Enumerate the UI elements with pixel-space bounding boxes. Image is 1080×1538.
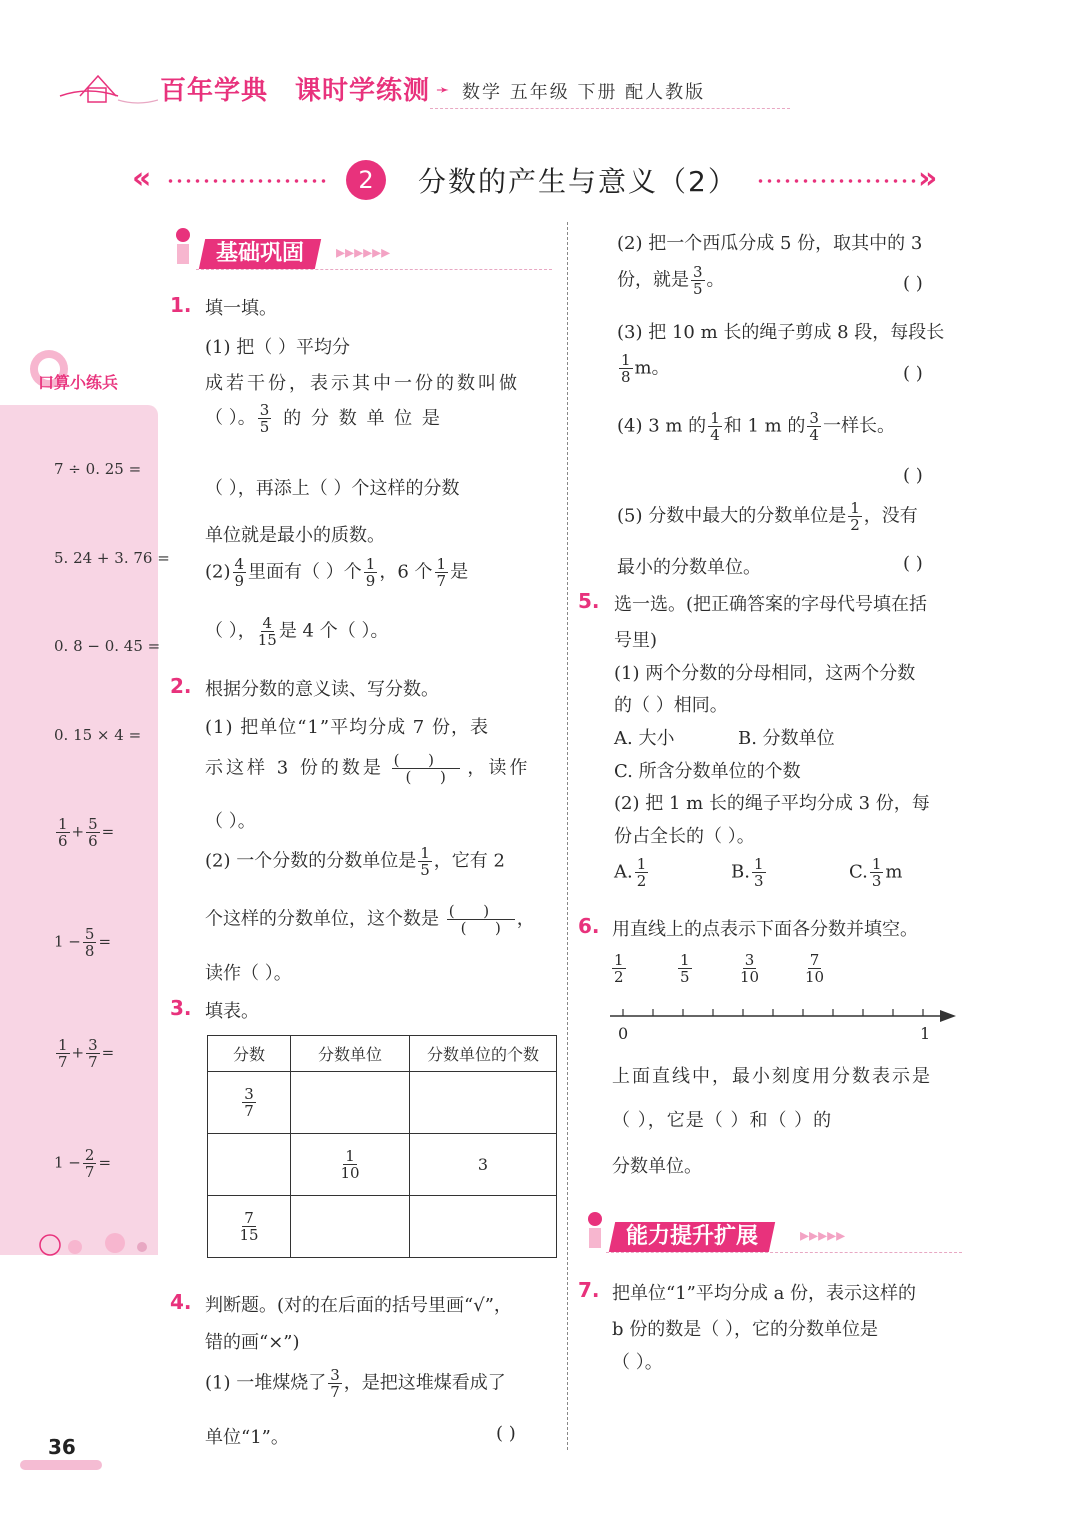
question-text: $\frac{1}{8}$ m。 — [621, 351, 670, 386]
fill-table — [207, 1035, 557, 1258]
question-title: 判断题。(对的在后面的括号里画“√”， — [205, 1295, 512, 1316]
fraction: $\frac{5}{8}$ — [84, 925, 95, 960]
number-line[interactable] — [610, 1004, 960, 1024]
question-text: (1) 把单位“1”平均分成 7 份，表 — [205, 717, 489, 738]
question-text: (1) 两个分数的分母相同，这两个分数 — [614, 663, 916, 684]
question-number: 3. — [170, 996, 192, 1020]
number-line-zero: 0 — [618, 1024, 629, 1043]
question-text: 单位“1”。 — [205, 1427, 289, 1448]
arrow-icon: ➛ — [436, 80, 450, 99]
question-text: 单位就是最小的质数。 — [205, 525, 385, 546]
sidebar-item: 5. 24 + 3. 76 = — [54, 549, 170, 567]
option-c[interactable]: C. $\frac{1}{3}$ m — [849, 855, 903, 890]
question-number: 7. — [578, 1278, 600, 1302]
answer-fraction-blank[interactable]: $\frac{( )}{( )}$ — [447, 903, 515, 936]
question-text: （ ），再添上（ ）个这样的分数 — [205, 478, 460, 499]
banner-arrows-icon: ▸▸▸▸▸▸ — [336, 242, 391, 263]
fraction: $\frac{3}{4}$ — [809, 409, 819, 444]
fraction: $\frac{2}{7}$ — [84, 1146, 95, 1181]
table-cell-blank[interactable] — [291, 1072, 410, 1134]
question-title: 填表。 — [205, 1001, 259, 1022]
answer-blank[interactable]: ( ) — [903, 273, 923, 294]
column-divider — [567, 222, 568, 1450]
table-header: 分数单位的个数 — [410, 1036, 557, 1072]
question-title: 填一填。 — [205, 298, 277, 319]
banner-arrows-icon: ▸▸▸▸▸ — [800, 1225, 846, 1246]
sidebar-item: 1 − $\frac{5}{8}$ = — [54, 925, 112, 960]
sidebar-item: $\frac{1}{6}$ + $\frac{5}{6}$ = — [58, 815, 115, 850]
chevron-left-icon: « — [132, 161, 152, 196]
question-text: (2) 把一个西瓜分成 5 份，取其中的 3 — [617, 233, 923, 254]
lesson-title: 分数的产生与意义（2） — [418, 165, 738, 198]
header-subtitle: 数学 五年级 下册 配人教版 — [462, 82, 706, 103]
question-title: 用直线上的点表示下面各分数并填空。 — [612, 919, 918, 940]
question-text: (3) 把 10 m 长的绳子剪成 8 段，每段长 — [617, 322, 945, 343]
table-cell: $\frac{7}{15}$ — [208, 1196, 291, 1258]
question-text: （ ）， $\frac{4}{15}$ 是 4 个（ ）。 — [205, 614, 389, 649]
fraction: $\frac{1}{6}$ — [58, 815, 68, 850]
brand-series: 课时学练测 — [295, 76, 431, 106]
sidebar-item: 0. 8 − 0. 45 = — [54, 637, 161, 655]
chevron-right-icon: » — [918, 161, 938, 196]
question-text: (1) 一堆煤烧了 $\frac{3}{7}$ ，是把这堆煤看成了 — [205, 1366, 506, 1401]
question-text: （ ）。 — [612, 1352, 663, 1373]
question-number: 6. — [578, 914, 600, 938]
question-number: 4. — [170, 1290, 192, 1314]
sidebar-item: 0. 15 × 4 = — [54, 726, 142, 744]
table-header: 分数 — [208, 1036, 291, 1072]
fraction: $\frac{1}{5}$ — [680, 951, 690, 986]
fraction: $\frac{1}{4}$ — [710, 409, 720, 444]
question-text: 读作（ ）。 — [205, 963, 292, 984]
fraction: $\frac{1}{8}$ — [621, 351, 631, 386]
fraction: $\frac{1}{5}$ — [420, 844, 430, 879]
table-cell-blank[interactable] — [208, 1134, 291, 1196]
option-b[interactable]: B. 分数单位 — [738, 728, 835, 749]
sidebar-item: 7 ÷ 0. 25 = — [54, 460, 142, 478]
question-number: 2. — [170, 674, 192, 698]
question-title: 选一选。(把正确答案的字母代号填在括 — [614, 594, 928, 615]
fraction: $\frac{5}{6}$ — [88, 815, 98, 850]
girl-mascot-icon — [172, 228, 194, 268]
answer-blank[interactable]: ( ) — [496, 1423, 516, 1444]
table-cell-blank[interactable] — [410, 1196, 557, 1258]
table-cell: $\frac{1}{10}$ — [291, 1134, 410, 1196]
question-text: (2) 一个分数的分数单位是 $\frac{1}{5}$ ，它有 2 — [205, 844, 505, 879]
question-text: (1) 把（ ）平均分 — [205, 337, 350, 358]
fraction: $\frac{3}{5}$ — [693, 263, 703, 298]
fraction: $\frac{3}{7}$ — [88, 1036, 98, 1071]
fraction: $\frac{1}{9}$ — [365, 555, 376, 590]
answer-fraction-blank[interactable]: $\frac{( )}{( )}$ — [392, 752, 460, 785]
number-line-arrow-icon — [940, 1010, 956, 1022]
question-text: 成若干份，表示其中一份的数叫做 — [205, 373, 520, 394]
question-title: 错的画“×”) — [205, 1332, 300, 1353]
question-number: 1. — [170, 293, 192, 317]
house-logo-icon — [58, 66, 158, 108]
fraction: $\frac{1}{2}$ — [850, 499, 860, 534]
answer-blank[interactable]: ( ) — [903, 553, 923, 574]
question-text: 上面直线中，最小刻度用分数表示是 — [612, 1066, 932, 1087]
table-cell: 3 — [410, 1134, 557, 1196]
fraction: $\frac{4}{9}$ — [234, 555, 245, 590]
question-title: 根据分数的意义读、写分数。 — [205, 679, 439, 700]
answer-blank[interactable]: ( ) — [903, 363, 923, 384]
fraction: $\frac{1}{7}$ — [58, 1036, 68, 1071]
section-banner-basic: 基础巩固 — [199, 239, 321, 269]
table-header: 分数单位 — [291, 1036, 410, 1072]
table-cell-blank[interactable] — [410, 1072, 557, 1134]
title-dots-right — [756, 178, 918, 184]
question-text: (5) 分数中最大的分数单位是 $\frac{1}{2}$ ，没有 — [617, 499, 918, 534]
question-text: 最小的分数单位。 — [617, 557, 761, 578]
option-c[interactable]: C. 所含分数单位的个数 — [614, 761, 801, 782]
question-text: (4) 3 m 的 $\frac{1}{4}$ 和 1 m 的 $\frac{3}{4}$ 一样长。 — [617, 409, 895, 444]
sidebar-title: 口算小练兵 — [38, 373, 119, 392]
question-text: 把单位“1”平均分成 a 份，表示这样的 — [612, 1283, 917, 1304]
page-number: 36 — [48, 1435, 76, 1459]
section-underline — [196, 269, 552, 270]
question-text: （ ）。 — [205, 811, 256, 832]
question-text: （ ）。 $\frac{3}{5}$ 的 分 数 单 位 是 — [205, 401, 442, 436]
question-title: 号里) — [614, 630, 658, 651]
question-text: （ ），它是（ ）和（ ）的 — [612, 1110, 833, 1131]
fraction: $\frac{4}{15}$ — [257, 614, 277, 649]
girl-mascot-icon — [584, 1212, 606, 1252]
number-line-one: 1 — [920, 1024, 931, 1043]
section-banner-advanced: 能力提升扩展 — [609, 1222, 775, 1252]
question-text: 的（ ）相同。 — [614, 695, 728, 716]
table-cell-blank[interactable] — [291, 1196, 410, 1258]
question-text: 份占全长的（ ）。 — [614, 826, 755, 847]
table-cell: $\frac{3}{7}$ — [208, 1072, 291, 1134]
answer-blank[interactable]: ( ) — [903, 465, 923, 486]
sidebar-item: $\frac{1}{7}$ + $\frac{3}{7}$ = — [58, 1036, 115, 1071]
header-divider — [430, 108, 790, 109]
question-text: (2) 把 1 m 长的绳子平均分成 3 份，每 — [614, 793, 930, 814]
question-text: 个这样的分数单位，这个数是 $\frac{( )}{( )}$ ， — [205, 902, 535, 937]
fraction: $\frac{3}{7}$ — [330, 1366, 340, 1401]
option-b[interactable]: B. $\frac{1}{3}$ — [731, 855, 764, 890]
page-number-bar — [20, 1460, 102, 1470]
decoration-swirl-icon — [20, 1225, 160, 1265]
question-number: 5. — [578, 589, 600, 613]
question-text: (2) $\frac{4}{9}$ 里面有（ ）个 $\frac{1}{9}$ ，6 个 $\frac{1}{7}$ 是 — [205, 555, 469, 590]
title-dots-left — [166, 178, 326, 184]
fraction: $\frac{3}{10}$ — [740, 951, 760, 986]
option-a[interactable]: A. 大小 — [614, 728, 675, 749]
question-text: 分数单位。 — [612, 1156, 702, 1177]
option-a[interactable]: A. $\frac{1}{2}$ — [614, 855, 647, 890]
question-text: b 份的数是（ ），它的分数单位是 — [612, 1319, 878, 1340]
section-underline — [606, 1252, 962, 1253]
lesson-number: 2 — [346, 160, 386, 200]
fraction: $\frac{3}{5}$ — [259, 401, 270, 436]
sidebar-item: 1 − $\frac{2}{7}$ = — [54, 1146, 112, 1181]
fraction: $\frac{1}{7}$ — [436, 555, 447, 590]
question-text: 份，就是 $\frac{3}{5}$ 。 — [617, 263, 725, 298]
question-text: 示这样 3 份的数是 $\frac{( )}{( )}$ ，读作 — [205, 751, 531, 786]
brand-name: 百年学典 — [160, 76, 269, 106]
fraction: $\frac{7}{10}$ — [805, 951, 825, 986]
fraction: $\frac{1}{2}$ — [614, 951, 624, 986]
